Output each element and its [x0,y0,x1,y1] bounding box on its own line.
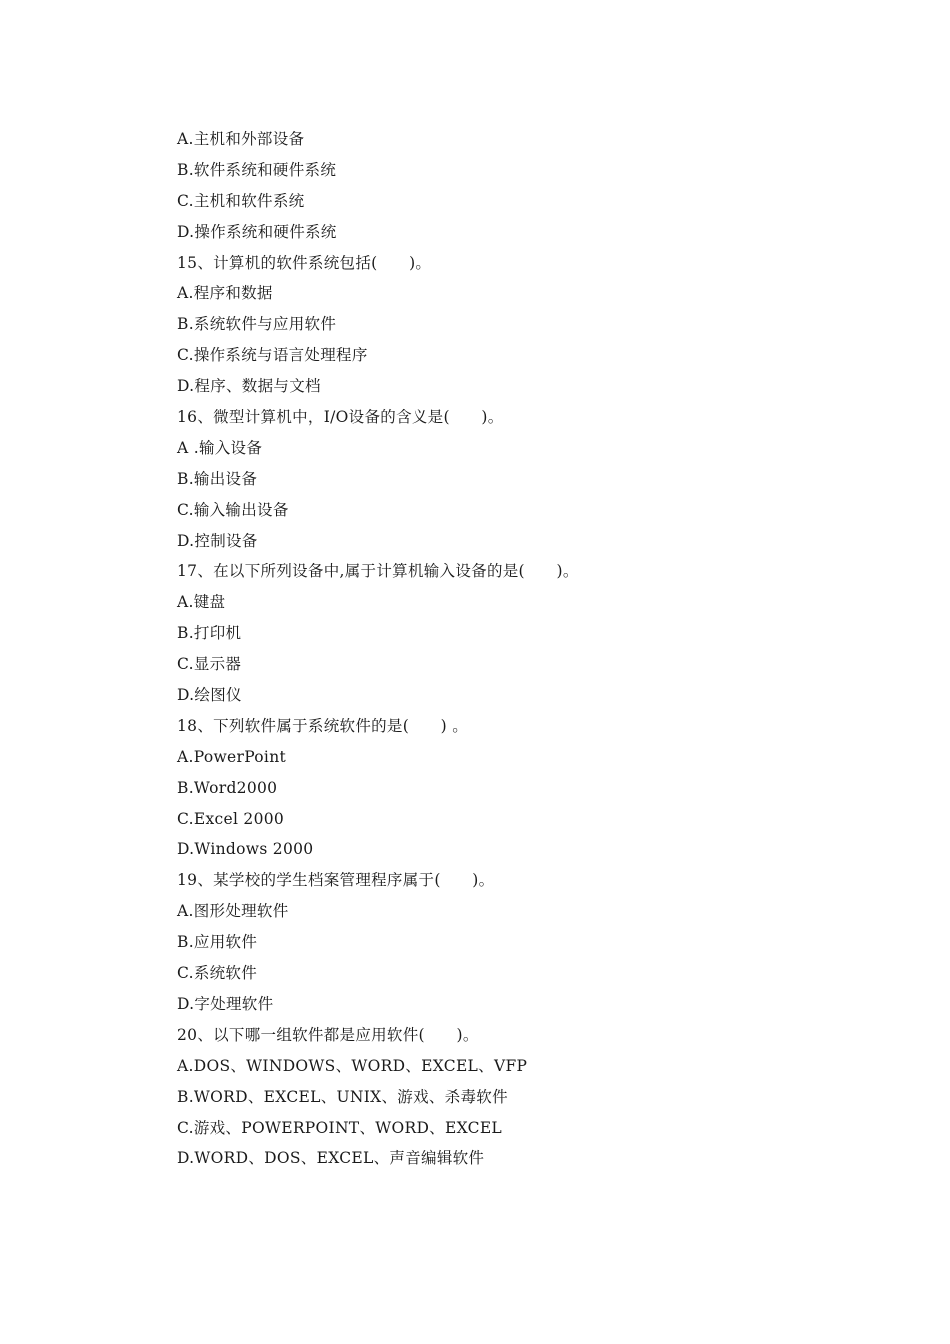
question-line: 17、在以下所列设备中,属于计算机输入设备的是( )。 [177,562,579,581]
option-line: B.输出设备 [177,469,258,488]
option-line: C.系统软件 [177,964,258,983]
option-line: A.程序和数据 [177,284,273,303]
option-line: D.字处理软件 [177,994,274,1013]
option-line: A.图形处理软件 [177,902,289,921]
question-line: 20、以下哪一组软件都是应用软件( )。 [177,1025,479,1044]
option-line: B.软件系统和硬件系统 [177,160,337,179]
option-line: A.PowerPoint [177,747,287,766]
option-line: B.Word2000 [177,778,278,797]
option-line: A.主机和外部设备 [177,130,305,148]
question-line: 18、下列软件属于系统软件的是( ) 。 [177,716,469,735]
option-line: D.WORD、DOS、EXCEL、声音编辑软件 [177,1149,485,1168]
option-line: C.游戏、POWERPOINT、WORD、EXCEL [177,1118,503,1137]
option-line: B.WORD、EXCEL、UNIX、游戏、杀毒软件 [177,1087,508,1106]
option-line: D.操作系统和硬件系统 [177,222,337,241]
option-line: C.输入输出设备 [177,500,289,519]
question-line: 19、某学校的学生档案管理程序属于( )。 [177,871,495,890]
question-list [177,124,877,1174]
option-line: C.主机和软件系统 [177,191,305,210]
option-line: C.Excel 2000 [177,809,285,828]
option-line: A .输入设备 [177,438,263,457]
option-line: A.键盘 [177,593,226,612]
question-line: 16、微型计算机中，I/O设备的含义是( )。 [177,408,504,427]
option-line: D.控制设备 [177,531,258,550]
option-line: B.系统软件与应用软件 [177,315,337,334]
option-line: B.打印机 [177,624,242,643]
option-line: B.应用软件 [177,933,258,952]
option-line: A.DOS、WINDOWS、WORD、EXCEL、VFP [177,1056,528,1075]
question-line: 15、计算机的软件系统包括( )。 [177,253,432,272]
option-line: D.绘图仪 [177,686,242,705]
option-line: C.显示器 [177,655,242,674]
option-line: C.操作系统与语言处理程序 [177,346,368,365]
option-line: D.程序、数据与文档 [177,377,321,396]
option-line: D.Windows 2000 [177,840,314,859]
